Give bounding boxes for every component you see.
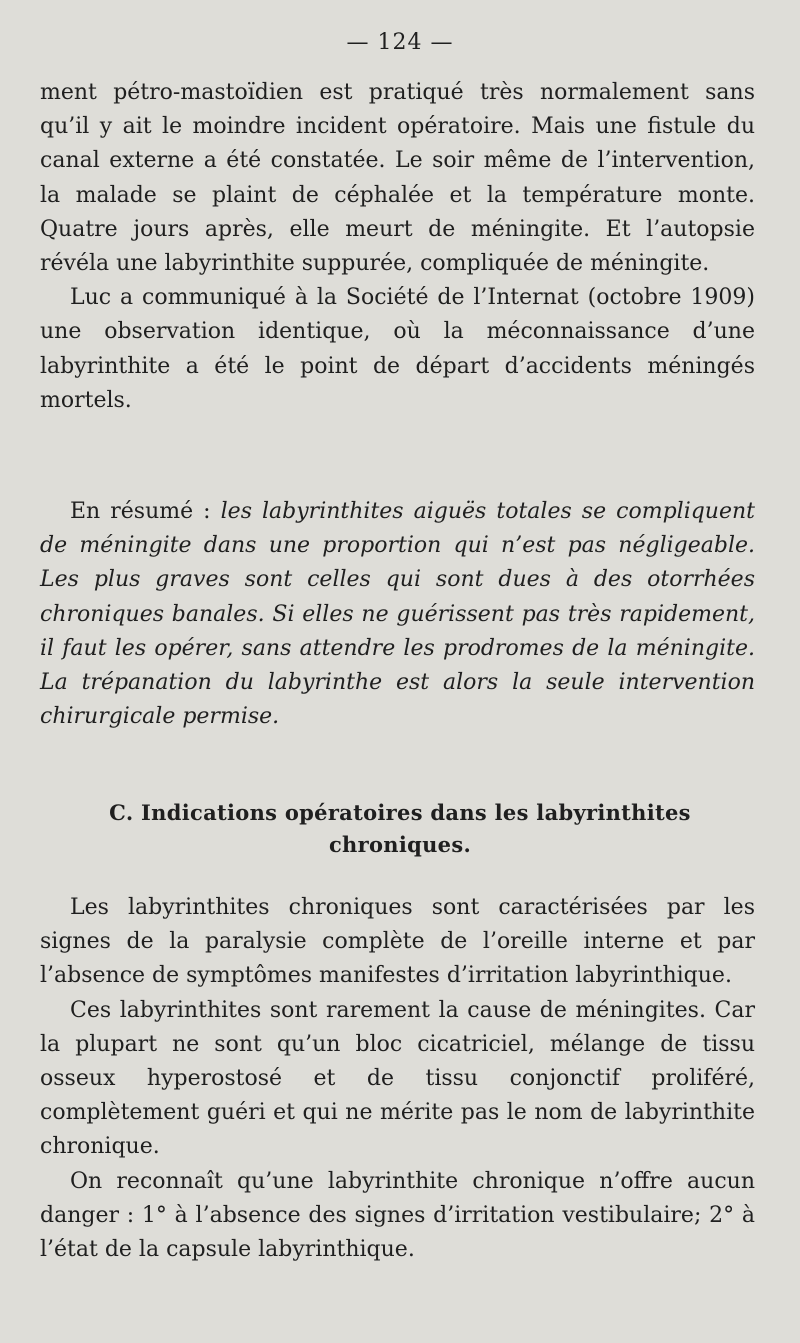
text-block-bottom [40, 891, 755, 1267]
paragraph-definition: Les labyrinthites chroniques sont caractérisées par les signes de la paralysie complète de l’oreille interne et par l’absence de symptômes manifestes d’irritation labyrinthique. [40, 895, 755, 989]
text-block-top [40, 76, 755, 418]
paragraph-luc: Luc a communiqué à la Société de l’Internat (octobre 1909) une observation identique, où la méconnaissance d’une labyrinthite a été le point de départ d’accidents méningés mortels. [40, 285, 755, 413]
section-heading: C. Indications opératoires dans les labyrinthites chroniques. [109, 800, 691, 857]
page-number: — 124 — [346, 30, 454, 55]
summary-block [40, 495, 755, 734]
summary-lead: En résumé : [70, 499, 211, 524]
paragraph-recognition: On reconnaît qu’une labyrinthite chronique n’offre aucun danger : 1° à l’absence des signes d’irritation vestibulaire; 2° à l’état de la capsule labyrinthique. [40, 1168, 755, 1263]
summary-paragraph [40, 495, 755, 734]
paragraph-rarity: Ces labyrinthites sont rarement la cause de méningites. Car la plupart ne sont qu’un bloc cicatriciel, mélange de tissu osseux hyperostosé et de tissu conjonctif proliféré, complètement guéri et qui ne mérite pas le nom de labyrinthite chronique. [40, 997, 755, 1160]
summary-text: les labyrinthites aiguës totales se compliquent de méningite dans une proportion qui n’est pas négligeable. Les plus graves sont celles qui sont dues à des otorrhées chroniques banales. Si elles ne guérissent pas très rapidement, il faut les opérer, sans attendre les prodromes de la méningite. La trépanation du labyrinthe est alors la seule intervention chirurgicale permise. [40, 499, 756, 730]
paragraph-continuation: ment pétro-mastoïdien est pratiqué très normalement sans qu’il y ait le moindre incident opératoire. Mais une fistule du canal externe a été constatée. Le soir même de l’intervention, la malade se plaint de céphalée et la température monte. Quatre jours après, elle meurt de méningite. Et l’autopsie révéla une labyrinthite suppurée, compliquée de méningite. [40, 80, 755, 277]
